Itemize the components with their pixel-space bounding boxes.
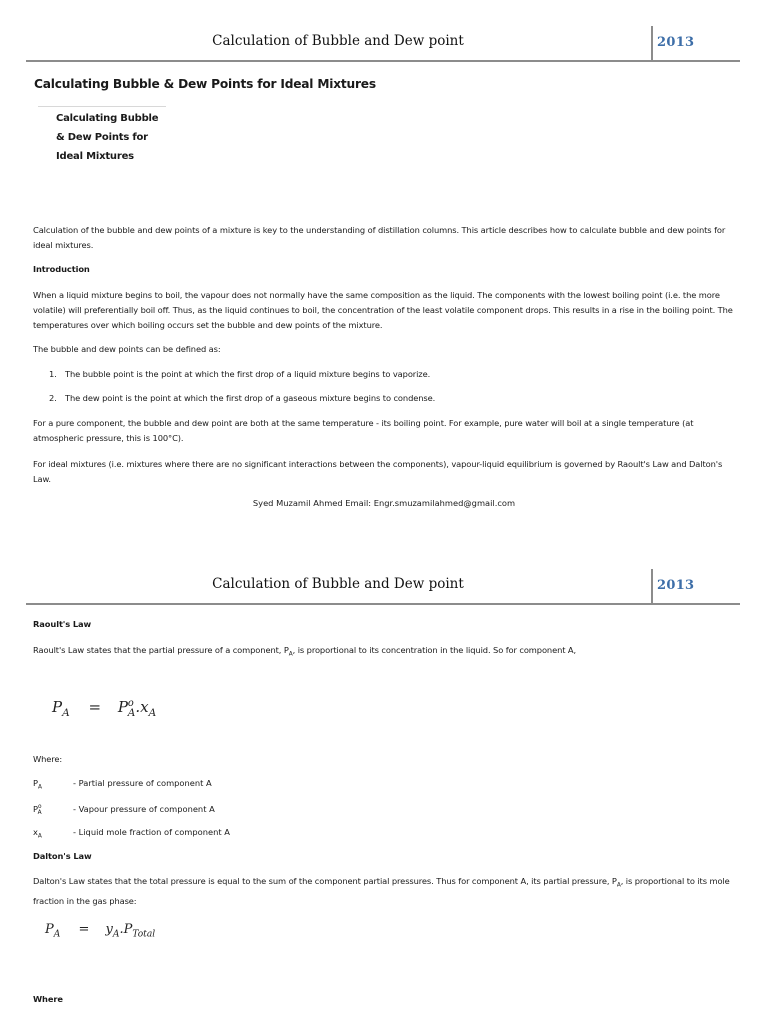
raoult-subscript: A	[288, 651, 293, 658]
header-title: Calculation of Bubble and Dew point	[212, 33, 464, 49]
eq-symbol: P	[52, 698, 63, 716]
eq-superscript: o	[127, 698, 134, 709]
eq-symbol: P	[117, 698, 128, 716]
header-separator	[651, 26, 653, 62]
eq-symbol: y	[105, 922, 113, 937]
toc-divider	[38, 106, 166, 107]
intro-paragraph: Calculation of the bubble and dew points of a mixture is key to the understanding of distillation columns. This article describes how to calculate bubble and dew points for ideal mixtures.	[33, 225, 726, 250]
eq-operator: =	[78, 922, 90, 937]
header-rule	[26, 603, 740, 605]
eq-symbol: P	[45, 922, 54, 937]
dalton-paragraph	[33, 874, 733, 909]
definition-symbol-base: P	[33, 778, 39, 788]
definition-symbol-sub: A	[38, 784, 42, 791]
eq-subscript: A	[148, 707, 157, 719]
dalton-text: Dalton's Law states that the total pressure is equal to the sum of the component partial pressures. Thus for component A, its partial pressure, P	[33, 876, 617, 886]
document-heading: Calculating Bubble & Dew Points for Ideal Mixtures	[34, 77, 376, 91]
eq-symbol: .x	[135, 698, 149, 716]
definition-symbol-sup: o	[38, 804, 42, 810]
eq-subscript: Total	[132, 929, 156, 940]
toc-block	[56, 109, 174, 166]
dalton-subscript: A	[616, 882, 621, 889]
definition-symbol	[33, 776, 73, 796]
definition-row	[33, 800, 215, 821]
definition-symbol-base: P	[33, 803, 39, 814]
defined-as-text: The bubble and dew points can be defined as:	[33, 344, 221, 354]
dalton-equation	[45, 922, 155, 940]
eq-symbol: .P	[119, 922, 133, 937]
header-year: 2013	[657, 578, 695, 593]
toc-line: Calculating Bubble	[56, 113, 159, 124]
list-text: The bubble point is the point at which the first drop of a liquid mixture begins to vaporize.	[65, 369, 431, 379]
toc-line: Ideal Mixtures	[56, 151, 134, 162]
eq-subscript: A	[62, 707, 70, 719]
list-text: The dew point is the point at which the first drop of a gaseous mixture begins to condense.	[65, 393, 436, 403]
header-rule	[26, 60, 740, 62]
header-title: Calculation of Bubble and Dew point	[212, 576, 464, 592]
ideal-mixtures-paragraph: For ideal mixtures (i.e. mixtures where there are no significant interactions between the components), vapour-liquid equilibrium is governed by Raoult's Law and Dalton's Law.	[33, 459, 723, 484]
toc-line: & Dew Points for	[56, 132, 148, 143]
header-year: 2013	[657, 35, 695, 50]
where-label: Where:	[33, 754, 63, 764]
list-number: 1.	[49, 369, 57, 379]
header-separator	[651, 569, 653, 605]
definition-row	[33, 776, 212, 796]
where-label-2: Where	[33, 994, 63, 1004]
dalton-text: , is proportional to its mole fraction in the gas phase:	[33, 876, 730, 906]
pure-component-paragraph: For a pure component, the bubble and dew point are both at the same temperature - its boiling point. For example, pure water will boil at a single temperature (at atmospheric pressure, this is 100°C).	[33, 418, 694, 443]
definition-text: - Vapour pressure of component A	[73, 803, 215, 814]
raoult-paragraph	[33, 643, 733, 663]
introduction-paragraph: When a liquid mixture begins to boil, the vapour does not normally have the same composition as the liquid. The components with the lowest boiling point (i.e. the more volatile) will preferentially boil off. Thus, as the liquid continues to boil, the concentration of the least volatile component drops. This results in a rise in the boiling point. The temperatures over which boiling occurs set the bubble and dew points of the mixture.	[33, 290, 733, 330]
eq-subscript: A	[127, 707, 136, 719]
introduction-heading: Introduction	[33, 264, 90, 274]
list-number: 2.	[49, 393, 57, 403]
definition-symbol-sub: A	[37, 810, 42, 817]
page-footer: Syed Muzamil Ahmed Email: Engr.smuzamilahmed@gmail.com	[252, 498, 516, 508]
list-item	[49, 367, 430, 382]
eq-operator: =	[88, 698, 102, 716]
raoult-text: Raoult's Law states that the partial pressure of a component, P	[33, 645, 289, 655]
definition-symbol	[33, 800, 73, 821]
definition-symbol-base: x	[33, 827, 38, 837]
raoult-heading: Raoult's Law	[33, 619, 92, 629]
definition-symbol-sub: A	[37, 833, 42, 840]
page-header	[26, 569, 740, 605]
definition-symbol	[33, 825, 73, 845]
eq-subscript: A	[53, 929, 61, 940]
definition-text: - Partial pressure of component A	[73, 778, 212, 788]
dalton-heading: Dalton's Law	[33, 851, 92, 861]
definition-text: - Liquid mole fraction of component A	[73, 827, 230, 837]
definition-row	[33, 825, 230, 845]
page-header	[26, 26, 740, 62]
eq-subscript: A	[112, 929, 120, 940]
list-item	[49, 391, 435, 406]
raoult-equation	[52, 698, 156, 719]
raoult-text: , is proportional to its concentration in the liquid. So for component A,	[292, 645, 577, 655]
